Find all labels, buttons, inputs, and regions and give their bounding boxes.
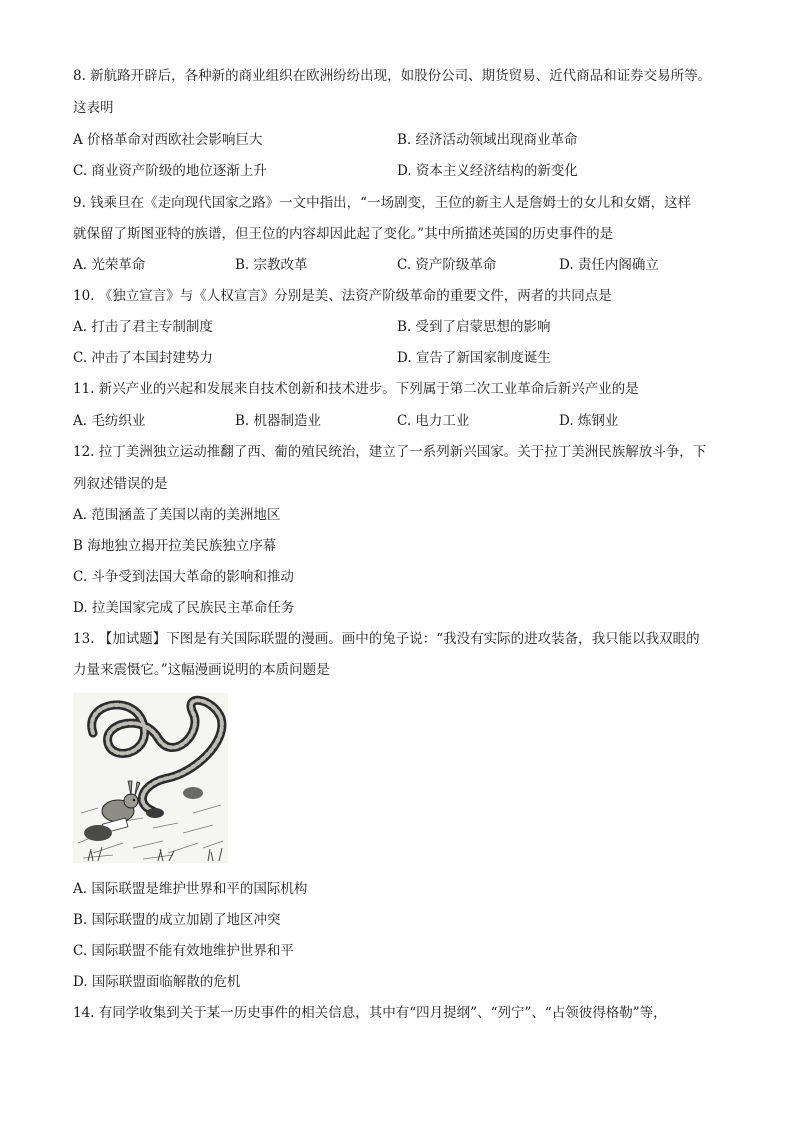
q8-option-c: C. 商业资产阶级的地位逐渐上升 xyxy=(73,163,267,179)
q9-option-d: D. 责任内阁确立 xyxy=(559,257,659,273)
q14-stem-line1: 14. 有同学收集到关于某一历史事件的相关信息，其中有“四月提纲”、“列宁”、“占领彼得格勒”等， xyxy=(73,1005,667,1021)
q12-stem-line1: 12. 拉丁美洲独立运动推翻了西、葡的殖民统治，建立了一系列新兴国家。关于拉丁美洲民族解放斗争，下 xyxy=(73,444,707,460)
q13-stem-line2: 力量来震慑它。”这幅漫画说明的本质问题是 xyxy=(73,662,330,678)
q10-option-c: C. 冲击了本国封建势力 xyxy=(73,350,213,366)
q12-option-c: C. 斗争受到法国大革命的影响和推动 xyxy=(73,569,294,585)
q13-option-d: D. 国际联盟面临解散的危机 xyxy=(73,974,241,990)
q13-stem-line1: 13. 【加试题】下图是有关国际联盟的漫画。画中的兔子说：“我没有实际的进攻装备，我只能以我双眼的 xyxy=(73,631,700,647)
q12-option-b: B 海地独立揭开拉美民族独立序幕 xyxy=(73,538,277,554)
q8-stem-line1: 8. 新航路开辟后，各种新的商业组织在欧洲纷纷出现，如股份公司、期货贸易、近代商品和证券交易所等。 xyxy=(73,68,712,84)
q13-option-b: B. 国际联盟的成立加剧了地区冲突 xyxy=(73,912,281,928)
q10-option-b: B. 受到了启蒙思想的影响 xyxy=(397,319,551,335)
q13-option-c: C. 国际联盟不能有效地维护世界和平 xyxy=(73,943,294,959)
q11-option-c: C. 电力工业 xyxy=(397,413,470,429)
q9-option-a: A. 光荣革命 xyxy=(73,257,146,273)
q8-option-d: D. 资本主义经济结构的新变化 xyxy=(397,163,578,179)
q11-option-b: B. 机器制造业 xyxy=(235,413,322,429)
q10-stem-line1: 10. 《独立宣言》与《人权宣言》分别是美、法资产阶级革命的重要文件，两者的共同点是 xyxy=(73,288,612,304)
q8-option-a: A 价格革命对西欧社会影响巨大 xyxy=(73,132,263,148)
q12-option-d: D. 拉美国家完成了民族民主革命任务 xyxy=(73,600,295,616)
q10-option-d: D. 宣告了新国家制度诞生 xyxy=(397,350,551,366)
q9-option-c: C. 资产阶级革命 xyxy=(397,257,497,273)
q10-option-a: A. 打击了君主专制制度 xyxy=(73,319,213,335)
q11-option-a: A. 毛纺织业 xyxy=(73,413,146,429)
q9-stem-line2: 就保留了斯图亚特的族谱，但王位的内容却因此起了变化。”其中所描述英国的历史事件的是 xyxy=(73,226,614,242)
q9-option-b: B. 宗教改革 xyxy=(235,257,308,273)
q8-option-b: B. 经济活动领域出现商业革命 xyxy=(397,132,578,148)
league-of-nations-cartoon-image xyxy=(73,693,228,863)
q12-stem-line2: 列叙述错误的是 xyxy=(73,476,168,492)
q11-option-d: D. 炼钢业 xyxy=(559,413,619,429)
q8-stem-line2: 这表明 xyxy=(73,100,114,116)
q12-option-a: A. 范围涵盖了美国以南的美洲地区 xyxy=(73,507,281,523)
q13-option-a: A. 国际联盟是维护世界和平的国际机构 xyxy=(73,881,308,897)
q11-stem-line1: 11. 新兴产业的兴起和发展来自技术创新和技术进步。下列属于第二次工业革命后新兴产业的是 xyxy=(73,381,639,397)
q9-stem-line1: 9. 钱乘旦在《走向现代国家之路》一文中指出，“一场剧变，王位的新主人是詹姆士的女儿和女婿，这样 xyxy=(73,195,692,211)
